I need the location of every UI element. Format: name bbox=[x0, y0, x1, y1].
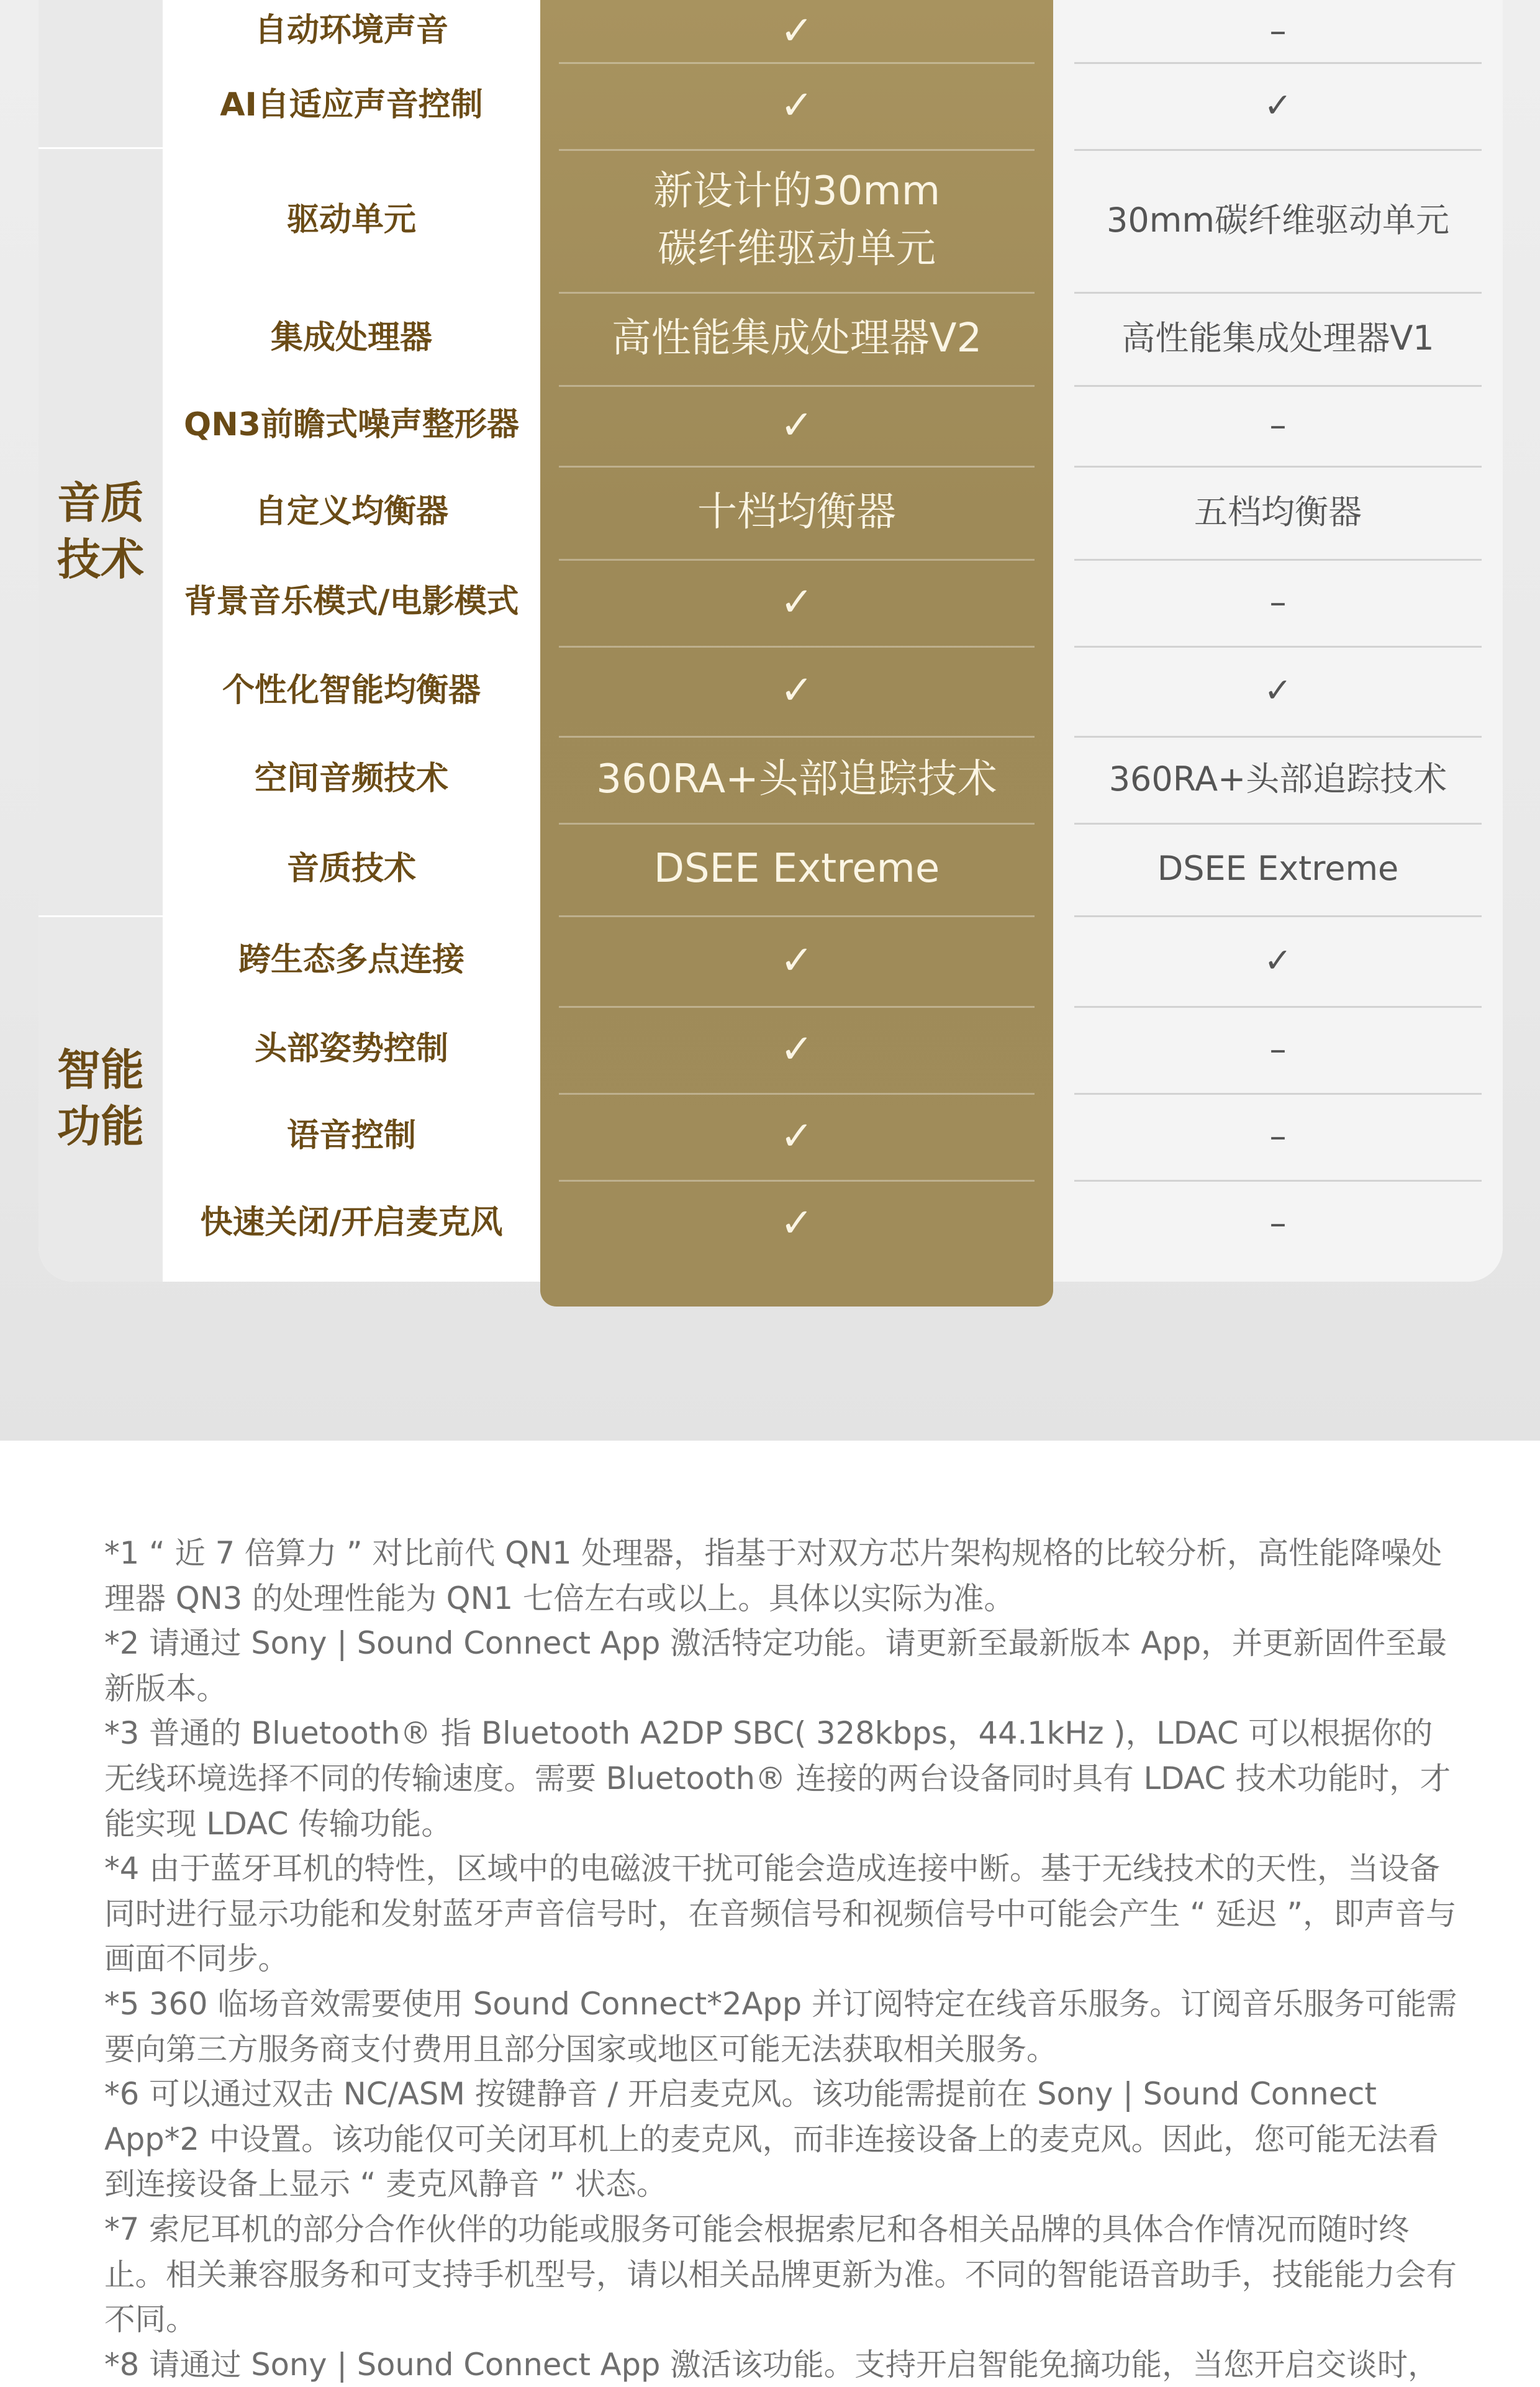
new-model-value: DSEE Extreme bbox=[653, 846, 940, 892]
footnote: *4 由于蓝牙耳机的特性，区域中的电磁波干扰可能会造成连接中断。基于无线技术的天性，当设备同时进行显示功能和发射蓝牙声音信号时，在音频信号和视频信号中可能会产生 “ 延迟 ”，即声音与画面不同步。 bbox=[104, 1850, 1457, 1977]
feature-label: QN3前瞻式噪声整形器 bbox=[184, 406, 519, 444]
category-label-sound: 音质 技术 bbox=[57, 477, 144, 585]
new-model-value: ✓ bbox=[780, 7, 813, 54]
feature-label: 驱动单元 bbox=[286, 201, 416, 239]
category-label-smart: 智能 功能 bbox=[57, 1044, 144, 1152]
new-model-value: 高性能集成处理器V2 bbox=[611, 315, 982, 361]
feature-label: 空间音频技术 bbox=[254, 760, 448, 798]
previous-model-value: 360RA+头部追踪技术 bbox=[1108, 759, 1447, 799]
previous-model-value: – bbox=[1269, 11, 1287, 50]
new-model-value: ✓ bbox=[780, 1200, 813, 1246]
feature-label: 集成处理器 bbox=[270, 319, 432, 357]
feature-label: AI自适应声音控制 bbox=[220, 86, 483, 124]
feature-label: 语音控制 bbox=[286, 1117, 416, 1155]
new-model-value: ✓ bbox=[780, 668, 813, 714]
footnote: *8 请通过 Sony | Sound Connect App 激活该功能。支持开启智能免摘功能，当您开启交谈时， bbox=[104, 2346, 1439, 2383]
new-model-value: ✓ bbox=[780, 82, 813, 129]
footnotes bbox=[104, 1531, 1458, 2387]
new-model-value: ✓ bbox=[780, 1113, 813, 1159]
new-model-value: 360RA+头部追踪技术 bbox=[596, 756, 997, 802]
previous-model-value: DSEE Extreme bbox=[1157, 849, 1399, 889]
previous-model-value: 五档均衡器 bbox=[1194, 492, 1362, 532]
previous-model-value: – bbox=[1269, 582, 1287, 622]
new-model-value: ✓ bbox=[780, 402, 813, 448]
previous-model-value: – bbox=[1269, 405, 1287, 445]
feature-label: 头部姿势控制 bbox=[254, 1030, 448, 1068]
new-model-value: ✓ bbox=[780, 579, 813, 625]
footnote: *2 请通过 Sony | Sound Connect App 激活特定功能。请更新至最新版本 App，并更新固件至最新版本。 bbox=[104, 1625, 1447, 1706]
previous-model-value: – bbox=[1269, 1203, 1287, 1243]
footnote: *1 “ 近 7 倍算力 ” 对比前代 QN1 处理器，指基于对双方芯片架构规格的比较分析，高性能降噪处理器 QN3 的处理性能为 QN1 七倍左右或以上。具体以实际为准。 bbox=[104, 1535, 1443, 1616]
new-model-value: ✓ bbox=[780, 1026, 813, 1072]
previous-model-value: – bbox=[1269, 1116, 1287, 1156]
new-model-value: 新设计的30mm 碳纤维驱动单元 bbox=[653, 168, 941, 272]
new-model-value: 十档均衡器 bbox=[697, 489, 896, 535]
footnote: *5 360 临场音效需要使用 Sound Connect*2App 并订阅特定在线音乐服务。订阅音乐服务可能需要向第三方服务商支付费用且部分国家或地区可能无法获取相关服务。 bbox=[104, 1985, 1457, 2067]
new-model-value: ✓ bbox=[780, 937, 813, 984]
previous-model-value: 30mm碳纤维驱动单元 bbox=[1107, 200, 1449, 240]
previous-model-value: ✓ bbox=[1264, 671, 1292, 710]
feature-label: 音质技术 bbox=[286, 849, 416, 887]
feature-label: 快速关闭/开启麦克风 bbox=[200, 1204, 503, 1242]
feature-label: 背景音乐模式/电影模式 bbox=[184, 583, 519, 621]
previous-model-value: ✓ bbox=[1264, 940, 1292, 980]
previous-model-value: – bbox=[1269, 1029, 1287, 1069]
footnote: *6 可以通过双击 NC/ASM 按键静音 / 开启麦克风。该功能需提前在 Sony | Sound Connect App*2 中设置。该功能仅可关闭耳机上的麦克风，而非连接设备上的麦克风。因此，您可能无法看到连接设备上显示 “ 麦克风静音 ” 状态。 bbox=[104, 2076, 1439, 2203]
feature-label: 自定义均衡器 bbox=[254, 493, 448, 531]
footnote: *3 普通的 Bluetooth® 指 Bluetooth A2DP SBC( 328kbps，44.1kHz )，LDAC 可以根据你的无线环境选择不同的传输速度。需要 Bluetooth® 连接的两台设备同时具有 LDAC 技术功能时，才能实现 LDAC 传输功能。 bbox=[104, 1715, 1451, 1842]
previous-model-value: ✓ bbox=[1264, 85, 1292, 125]
feature-label: 个性化智能均衡器 bbox=[222, 671, 481, 709]
previous-model-value: 高性能集成处理器V1 bbox=[1121, 318, 1434, 358]
footnote: *7 索尼耳机的部分合作伙伴的功能或服务可能会根据索尼和各相关品牌的具体合作情况而随时终止。相关兼容服务和可支持手机型号，请以相关品牌更新为准。不同的智能语音助手，技能能力会有不同。 bbox=[104, 2211, 1457, 2338]
feature-label: 跨生态多点连接 bbox=[238, 941, 464, 979]
feature-label: 自动环境声音 bbox=[254, 12, 448, 50]
